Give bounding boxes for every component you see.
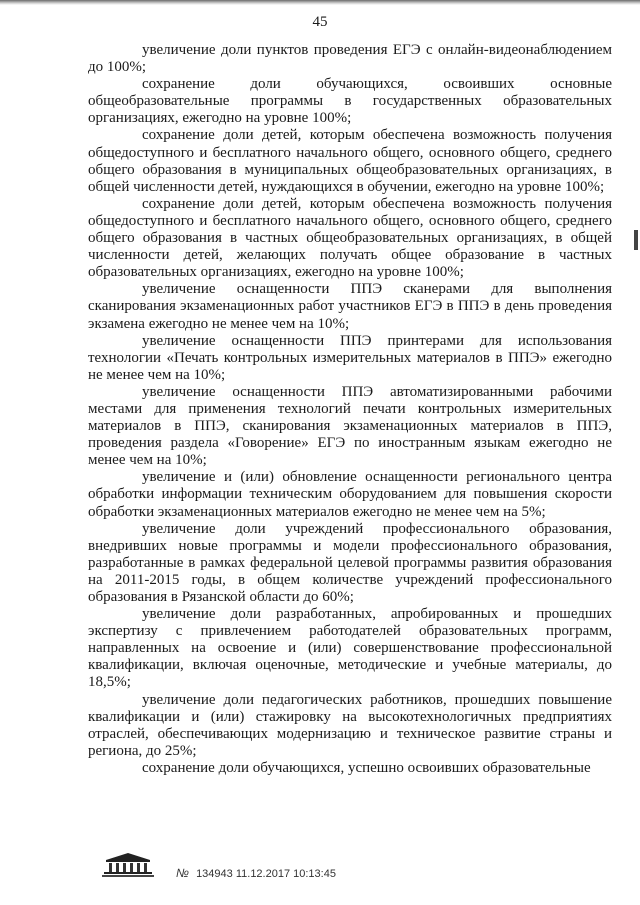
paragraph: увеличение оснащенности ППЭ сканерами для выполнения сканирования экзаменационных работ участников ЕГЭ в ППЭ в день проведения экзамена ежегодно не менее чем на 10%; [88, 281, 612, 332]
paragraph: увеличение оснащенности ППЭ принтерами для использования технологии «Печать контрольных измерительных материалов в ППЭ» ежегодно не менее чем на 10%; [88, 332, 612, 383]
paragraph: увеличение и (или) обновление оснащенности регионального центра обработки информации техническим оборудованием для повышения скорости обработки экзаменационных материалов ежегодно не менее чем на 5%; [88, 469, 612, 520]
paragraph: сохранение доли детей, которым обеспечена возможность получения общедоступного и бесплатного начального общего, основного общего, среднего общего образования в частных общеобразовательных организациях, в общей численности детей, желающих получать общее образование в частных образовательных организациях, ежегодно на уровне 100%; [88, 195, 612, 281]
paragraph: сохранение доли детей, которым обеспечена возможность получения общедоступного и бесплатного начального общего, основного общего, среднего общего образования в муниципальных общеобразовательных организациях, в общей численности детей, нуждающихся в обучении, ежегодно на уровне 100%; [88, 127, 612, 195]
paragraph: сохранение доли обучающихся, успешно освоивших образовательные [142, 759, 591, 776]
document-body [88, 42, 612, 777]
paragraph: увеличение доли педагогических работников, прошедших повышение квалификации и (или) стажировку на высокотехнологичных предприятиях отраслей, обеспечивающих модернизацию и техническое развитие страны и региона, до 25%; [88, 691, 612, 759]
document-registration-stamp [176, 866, 336, 880]
number-sign: № [176, 866, 189, 880]
scan-edge [0, 0, 640, 5]
paragraph: увеличение доли пунктов проведения ЕГЭ с онлайн-видеонаблюдением до 100%; [88, 42, 612, 76]
paragraph: увеличение доли учреждений профессионального образования, внедривших новые программы и модели профессионального образования, разработанные в рамках федеральной целевой программы развития образования на 2011-2015 годы, в общем количестве учреждений профессионального образования в Рязанской области до 60%; [88, 520, 612, 605]
page-number: 45 [312, 14, 328, 30]
document-footer [96, 852, 616, 892]
paragraph: увеличение доли разработанных, апробированных и прошедших экспертизу с привлечением работодателей образовательных программ, направленных на освоение и (или) совершенствование профессиональной квалификации, включая оценочные, методические и учебные материалы, до 18,5%; [88, 606, 612, 691]
document-number: 134943 [196, 868, 233, 880]
paragraph: сохранение доли обучающихся, освоивших основные общеобразовательные программы в государственных образовательных организациях, ежегодно на уровне 100%; [88, 76, 612, 127]
document-datetime: 11.12.2017 10:13:45 [235, 868, 336, 880]
paragraph: увеличение оснащенности ППЭ автоматизированными рабочими местами для применения технологий печати контрольных измерительных материалов в ППЭ, сканирования экзаменационных материалов в ППЭ, проведения раздела «Говорение» ЕГЭ по иностранным языкам ежегодно не менее чем на 10%; [88, 383, 612, 469]
scan-side-mark [634, 230, 638, 250]
government-building-icon [100, 852, 156, 878]
